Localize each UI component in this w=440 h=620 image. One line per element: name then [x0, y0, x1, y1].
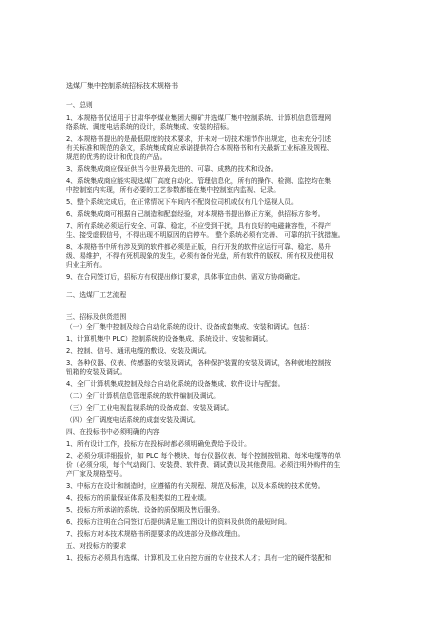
document-line: 规范的优秀的设计和优良的产品。 — [66, 153, 167, 161]
document-line: 中控制室内实现，所有必要的工艺参数都能在集中控制室内监视、记录。 — [66, 186, 280, 194]
document-line: 五、对投标方的要求 — [66, 542, 127, 550]
document-line: 6、系统集成商可根据自己制造和配套经验，对本规格书提出修正方案，供招标方参考。 — [66, 210, 325, 218]
document-line: 9、在合同签订后，招标方有权提出修订要求，具体事宜由供、需双方协商确定。 — [66, 273, 305, 281]
document-line: 7、投标方对本技术规格书所提要求的改进部分及修改理由。 — [66, 530, 245, 538]
document-line: 4、投标方的质量保证体系及相类似的工程业绩。 — [66, 494, 211, 502]
document-line: 产厂家及规格型号。 — [66, 470, 127, 478]
document-line: 7、所有系统必须运行安全、可靠、稳定，不应受到干扰，具有良好的电磁兼容性，不得产 — [66, 222, 332, 230]
document-line: 价（必须分项，每个气动阀门、安装费、软件费、调试费以及其他费用。必须注明外购件的生 — [66, 461, 341, 469]
document-line: 1、本规格书仅适用于甘肃华亭煤业集团大柳矿井选煤厂集中控制系统、计算机信息管理网 — [66, 114, 332, 122]
document-line: 有关标准和规范的条文，系统集成商应承诺提供符合本规格书和有关最新工业标准及规程、 — [66, 144, 334, 152]
document-line: 2、控制、信号、通讯电缆的敷设、安装及调试。 — [66, 347, 211, 355]
document-line: 钮箱的安装及调试。 — [66, 368, 127, 376]
document-line: 8、本规格书中所有涉及到的软件都必须是正版，自行开发的软件应运行可靠、稳定、易升 — [66, 243, 332, 251]
document-title: 选煤厂集中控制系统招标技术规格书 — [66, 82, 178, 90]
document-line: 1、投标方必须具有选煤、计算机及工业自控方面的专业技术人才；具有一定的硬件装配和 — [66, 554, 332, 562]
document-line: 归业主所有。 — [66, 261, 107, 269]
document-line: 2、必须分项详细报价，如 PLC 每个模块、每台仪器仪表、每个控制按钮箱、每米电缆等的单 — [66, 452, 342, 460]
document-line: 一、总则 — [66, 101, 93, 109]
document-line: 3、中标方在设计和制造时，应遵循的有关规程、规范及标准，以及本系统的技术优势。 — [66, 482, 325, 490]
document-line: 三、招标及供货范围 — [66, 313, 127, 321]
document-line: 5、整个系统完成后，在正常情况下车间内不配岗位司机或仅有几个巡视人员。 — [66, 198, 298, 206]
document-line: 1、计算机集中 PLC）控制系统的设备集成、系统设计、安装和调试。 — [66, 335, 273, 343]
document-line: 5、投标方所承诺的系统、设备的质保期及售后服务。 — [66, 506, 225, 514]
document-line: 1、所有设计工作，投标方在投标时都必须明确免费给予设计。 — [66, 440, 251, 448]
document-line: 级、易维护，不得有死机现象的发生，必须有备份光盘，所有软件的版权、所有权及使用权 — [66, 252, 334, 260]
document-line: 生、接受虚假信号，不得出现不明原因的启停车。 整个系统必须有完善、 可靠的抗干扰措施。 — [66, 231, 345, 239]
document-line: 四、在投标书中必须明确的内容 — [66, 428, 160, 436]
document-line: 二、选煤厂工艺流程 — [66, 291, 127, 299]
document-line: （四）全厂调度电话系统的成套安装及调试。 — [66, 416, 200, 424]
document-line: 2、本规格书提出的是最低限度的技术要求，并未对一切技术细节作出规定，也未充分引述 — [66, 135, 332, 143]
document-line: 6、投标方注明在合同签订后提供满足施工图设计的资料及供货的最短时间。 — [66, 518, 291, 526]
document-line: 4、全厂计算机集成控制及综合自动化系统的设备集成、软件设计与配套。 — [66, 380, 285, 388]
document-line: 3、各种仪器、仪表、传感器的安装及调试，各种保护装置的安装及调试，各种就地控制按 — [66, 359, 332, 367]
document-line: 络系统、调度电话系统的设计，系统集成、安装的招标。 — [66, 123, 234, 131]
document-line: （一）全厂集中控制及综合自动化系统的设计、设备成套集成、安装和调试。包括： — [66, 323, 314, 331]
document-line: 3、系统集成商应保证供当今世界最先进的、可靠、成熟的技术和设备。 — [66, 165, 278, 173]
document-line: （三）全厂工业电视监视系统的设备成套、安装及调试。 — [66, 404, 234, 412]
document-line: （二）全厂计算机信息管理系统的软件编制及调试。 — [66, 392, 220, 400]
document-line: 4、系统集成商应能实现选煤厂高度自动化、管理信息化，所有的操作、检测、监控均在集 — [66, 177, 332, 185]
